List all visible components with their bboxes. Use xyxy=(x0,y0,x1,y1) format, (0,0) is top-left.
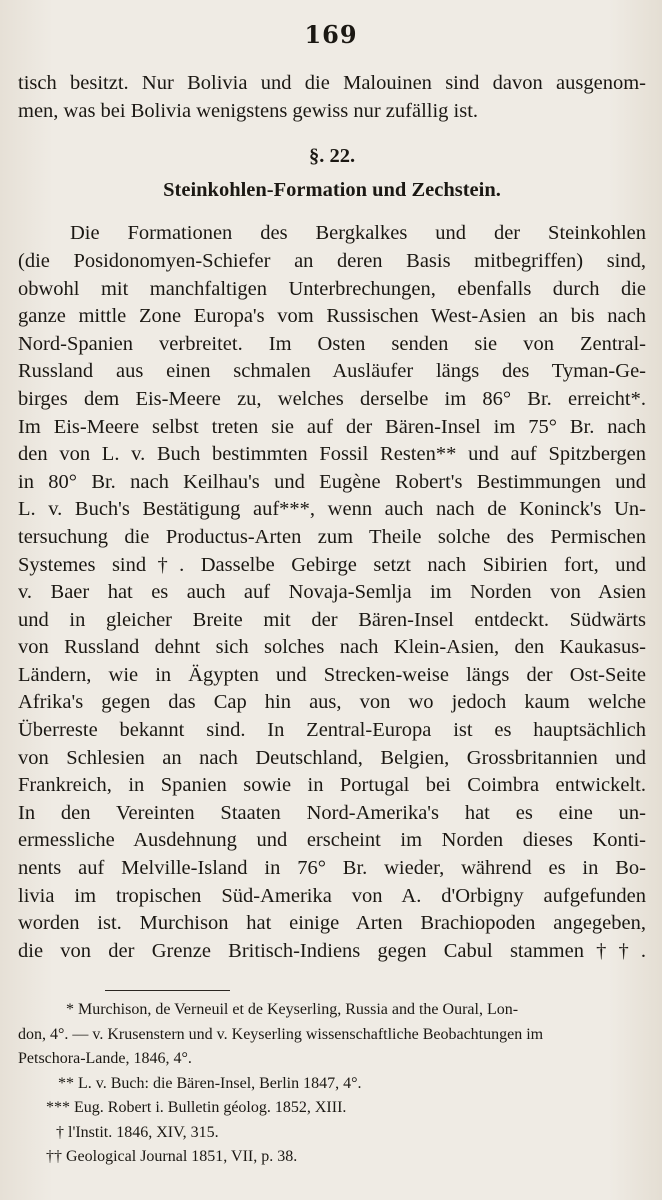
text-line: in 80° Br. nach Keilhau's und Eugène Robert's Bestimmungen und xyxy=(18,470,646,493)
text-line: von Russland dehnt sich solches nach Klein-Asien, den Kaukasus- xyxy=(18,636,646,659)
text-line: L. v. Buch's Bestätigung auf***, wenn auch nach de Koninck's Un- xyxy=(18,498,646,521)
footnote-line: †† Geological Journal 1851, VII, p. 38. xyxy=(46,1148,298,1165)
text-line: Frankreich, in Spanien sowie in Portugal bei Coimbra entwickelt. xyxy=(18,774,646,797)
text-line: und in gleicher Breite mit der Bären-Insel entdeckt. Südwärts xyxy=(18,608,646,631)
text-line: (die Posidonomyen-Schiefer an deren Basis mitbegriffen) sind, xyxy=(18,249,646,272)
text-line: ermessliche Ausdehnung und erscheint im Norden dieses Konti- xyxy=(18,829,646,852)
text-line: worden ist. Murchison hat einige Arten Brachiopoden angegeben, xyxy=(18,912,646,935)
text-line: Systemes sind†. Dasselbe Gebirge setzt nach Sibirien fort, und xyxy=(18,553,646,576)
text-line: nents auf Melville-Island in 76° Br. wieder, während es in Bo- xyxy=(18,857,646,880)
text-line: In den Vereinten Staaten Nord-Amerika's hat es eine un- xyxy=(18,801,646,824)
text-line: men, was bei Bolivia wenigstens gewiss nur zufällig ist. xyxy=(18,99,479,122)
footnotes xyxy=(18,998,646,1170)
footnote-line: * Murchison, de Verneuil et de Keyserling, Russia and the Oural, Lon- xyxy=(66,1001,519,1018)
text-line: tersuchung die Productus-Arten zum Theile solche des Permischen xyxy=(18,525,646,548)
text-line: v. Baer hat es auch auf Novaja-Semlja im Norden von Asien xyxy=(18,581,646,604)
text-line: livia im tropischen Süd-Amerika von A. d'Orbigny aufgefunden xyxy=(18,884,646,907)
footnote-line: don, 4°. — v. Krusenstern und v. Keyserling wissenschaftliche Beobachtungen im xyxy=(18,1025,544,1043)
footnote-line: Petschora-Lande, 1846, 4°. xyxy=(18,1050,192,1067)
section-title: Steinkohlen-Formation und Zechstein. xyxy=(163,178,501,201)
text-line: Russland aus einen schmalen Ausläufer längs des Tyman-Ge- xyxy=(18,360,646,383)
footnote-line: *** Eug. Robert i. Bulletin géolog. 1852, XIII. xyxy=(46,1099,347,1116)
text-line: Überreste bekannt sind. In Zentral-Europa ist es hauptsächlich xyxy=(18,719,646,742)
text-line: ganze mittle Zone Europa's vom Russischen West-Asien an bis nach xyxy=(18,305,646,328)
text-line: tisch besitzt. Nur Bolivia und die Malouinen sind davon ausgenom- xyxy=(18,72,646,94)
footnote-separator xyxy=(105,990,230,991)
footnote-line: ** L. v. Buch: die Bären-Insel, Berlin 1847, 4°. xyxy=(58,1074,362,1092)
page-number: 169 xyxy=(304,20,358,49)
text-line: die von der Grenze Britisch-Indiens gegen Cabul stammen††. xyxy=(18,939,646,962)
text-line: Afrika's gegen das Cap hin aus, von wo jedoch kaum welche xyxy=(18,691,646,714)
text-line: Ländern, wie in Ägypten und Strecken-weise längs der Ost-Seite xyxy=(18,663,646,686)
text-line: Nord-Spanien verbreitet. Im Osten senden sie von Zentral- xyxy=(18,332,646,355)
section-number: §. 22. xyxy=(308,145,356,168)
text-line: den von L. v. Buch bestimmten Fossil Resten** und auf Spitzbergen xyxy=(18,443,646,466)
footnote-line: † l'Instit. 1846, XIV, 315. xyxy=(56,1123,219,1141)
text-line: von Schlesien an nach Deutschland, Belgien, Grossbritannien und xyxy=(18,746,646,769)
text-line: obwohl mit manchfaltigen Unterbrechungen, ebenfalls durch die xyxy=(18,277,646,300)
main-text xyxy=(18,70,646,965)
text-line: birges dem Eis-Meere zu, welches derselbe im 86° Br. erreicht*. xyxy=(18,387,646,410)
text-line: Die Formationen des Bergkalkes und der Steinkohlen xyxy=(70,222,646,245)
text-line: Im Eis-Meere selbst treten sie auf der Bären-Insel im 75° Br. nach xyxy=(18,415,646,438)
